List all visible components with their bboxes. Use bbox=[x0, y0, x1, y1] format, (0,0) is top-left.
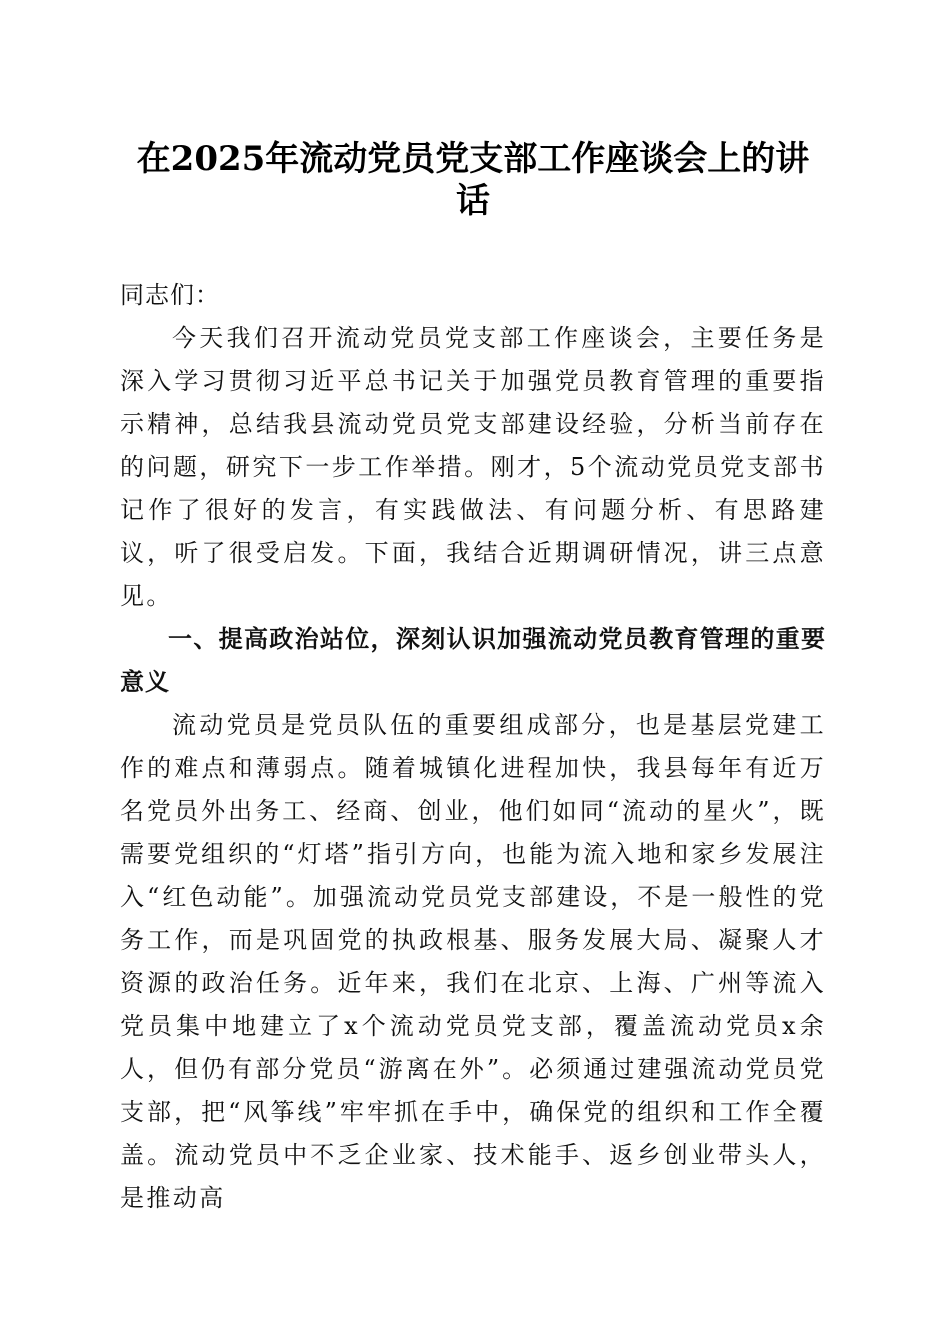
salutation: 同志们： bbox=[120, 281, 220, 309]
document-title: 在2025年流动党员党支部工作座谈会上的讲话 bbox=[136, 139, 810, 221]
document-body bbox=[120, 274, 826, 1220]
document-page bbox=[120, 138, 826, 1220]
section-1-paragraph: 流动党员是党员队伍的重要组成部分，也是基层党建工作的难点和薄弱点。随着城镇化进程加快，我县每年有近万名党员外出务工、经商、创业，他们如同“流动的星火”，既需要党组织的“灯塔”指引方向，也能为流入地和家乡发展注入“红色动能”。加强流动党员党支部建设，不是一般性的党务工作，而是巩固党的执政根基、服务发展大局、凝聚人才资源的政治任务。近年来，我们在北京、上海、广州等流入党员集中地建立了x个流动党员党支部，覆盖流动党员x余人，但仍有部分党员“游离在外”。必须通过建强流动党员党支部，把“风筝线”牢牢抓在手中，确保党的组织和工作全覆盖。流动党员中不乏企业家、技术能手、返乡创业带头人，是推动高 bbox=[120, 711, 826, 1212]
section-heading-1: 一、提高政治站位，深刻认识加强流动党员教育管理的重要意义 bbox=[120, 625, 826, 696]
intro-paragraph: 今天我们召开流动党员党支部工作座谈会，主要任务是深入学习贯彻习近平总书记关于加强党员教育管理的重要指示精神，总结我县流动党员党支部建设经验，分析当前存在的问题，研究下一步工作举措。刚才，5个流动党员党支部书记作了很好的发言，有实践做法、有问题分析、有思路建议，听了很受启发。下面，我结合近期调研情况，讲三点意见。 bbox=[120, 324, 826, 610]
